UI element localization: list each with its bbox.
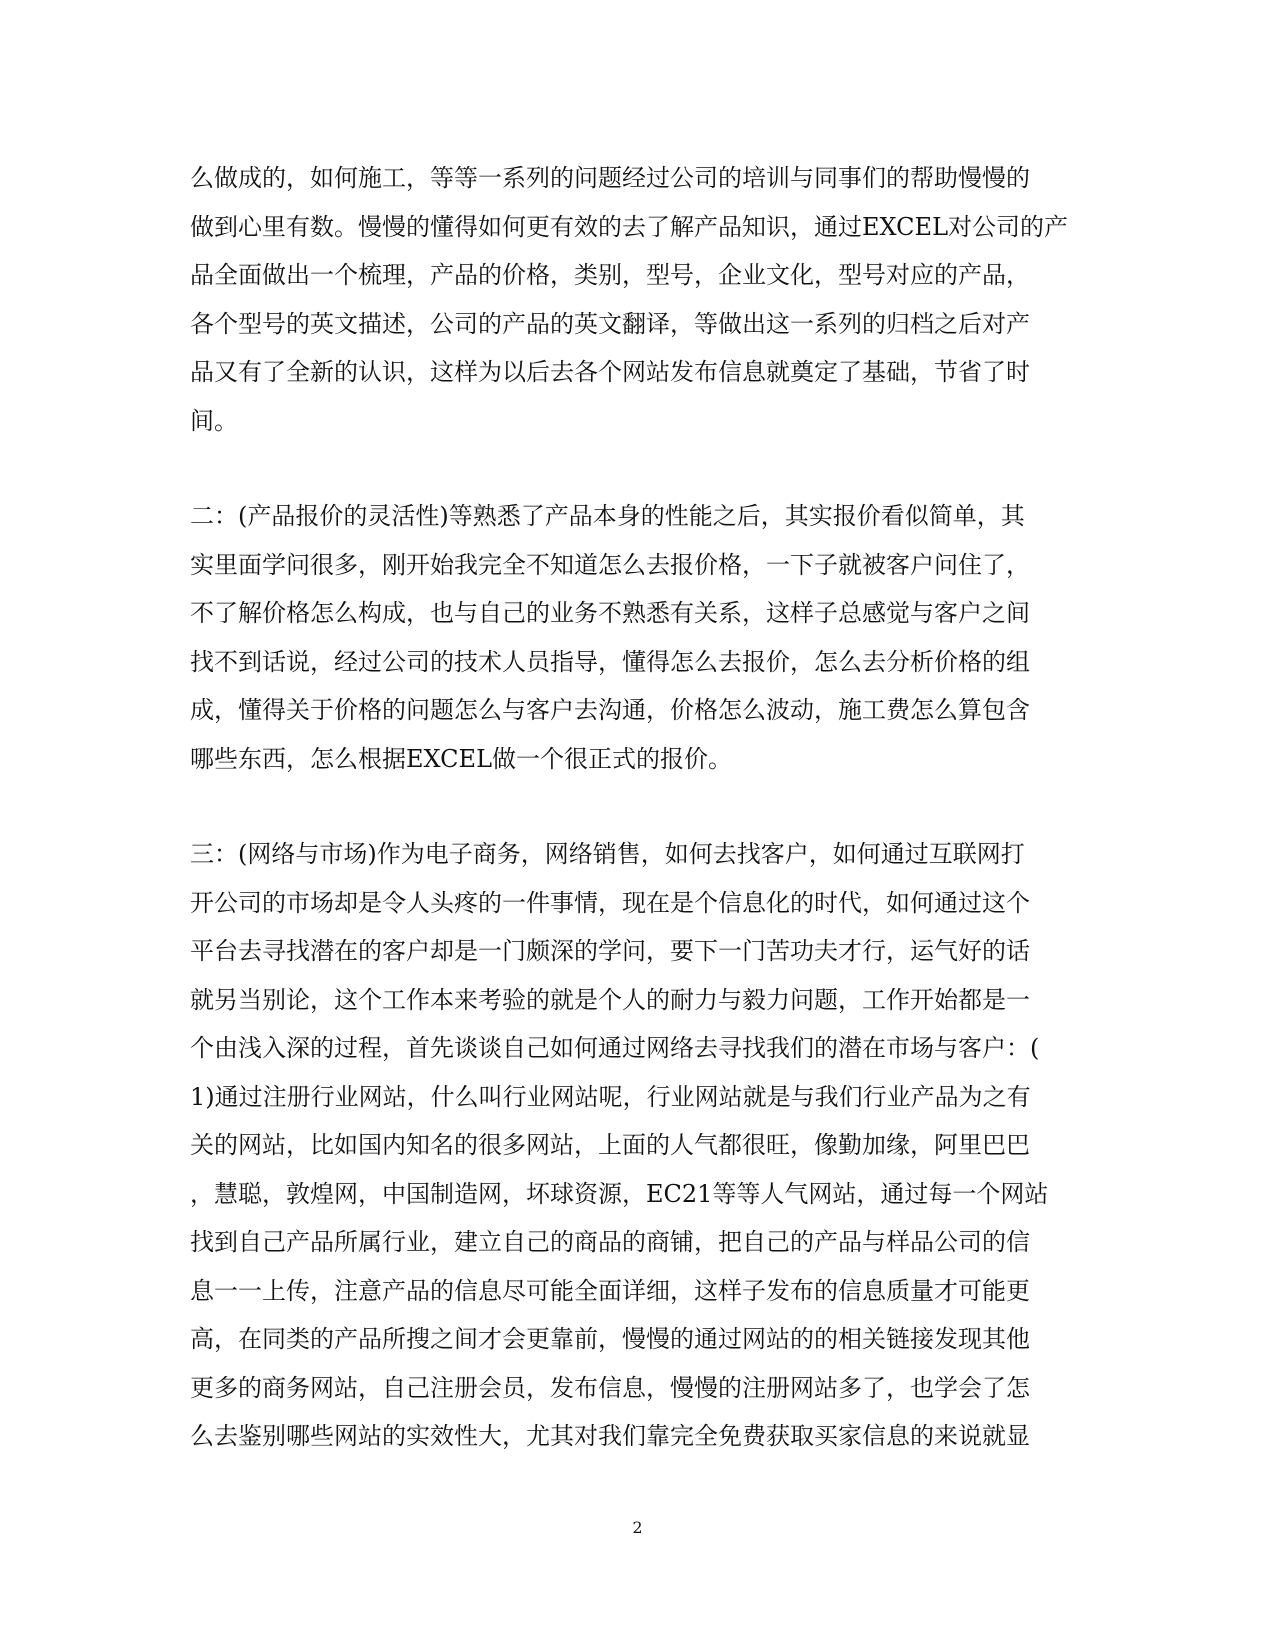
text-line: 个由浅入深的过程，首先谈谈自己如何通过网络去寻找我们的潜在市场与客户：( — [190, 1034, 1040, 1062]
text-line: 平台去寻找潜在的客户却是一门颇深的学问，要下一门苦功夫才行，运气好的话 — [190, 937, 1030, 965]
text-line: 么做成的，如何施工，等等一系列的问题经过公司的培训与同事们的帮助慢慢的 — [190, 164, 1030, 192]
text-line: 高，在同类的产品所搜之间才会更靠前，慢慢的通过网站的的相关链接发现其他 — [190, 1325, 1030, 1353]
text-line: 找不到话说，经过公司的技术人员指导，懂得怎么去报价，怎么去分析价格的组 — [190, 647, 1030, 676]
text-line: 哪些东西，怎么根据EXCEL做一个很正式的报价。 — [190, 744, 733, 773]
text-line: 找到自己产品所属行业，建立自己的商品的商铺，把自己的产品与样品公司的信 — [190, 1228, 1030, 1256]
paragraph-pricing-flexibility — [190, 492, 1070, 783]
text-line: 更多的商务网站，自己注册会员，发布信息，慢慢的注册网站多了，也学会了怎 — [190, 1373, 1030, 1402]
text-line: 间。 — [190, 406, 238, 435]
text-line: 做到心里有数。慢慢的懂得如何更有效的去了解产品知识，通过EXCEL对公司的产 — [190, 212, 1069, 241]
paragraph-spacer — [190, 445, 1070, 492]
text-line: 三：(网络与市场)作为电子商务，网络销售，如何去找客户，如何通过互联网打 — [190, 840, 1025, 868]
text-line: 各个型号的英文描述，公司的产品的英文翻译，等做出这一系列的归档之后对产 — [190, 309, 1030, 338]
text-line: 品又有了全新的认识，这样为以后去各个网站发布信息就奠定了基础，节省了时 — [190, 358, 1030, 386]
text-line: 实里面学问很多，刚开始我完全不知道怎么去报价格，一下子就被客户问住了， — [190, 550, 1030, 579]
text-line: 二：(产品报价的灵活性)等熟悉了产品本身的性能之后，其实报价看似简单，其 — [190, 502, 1025, 530]
text-line: 不了解价格怎么构成，也与自己的业务不熟悉有关系，这样子总感觉与客户之间 — [190, 599, 1030, 627]
text-line: 就另当别论，这个工作本来考验的就是个人的耐力与毅力问题，工作开始都是一 — [190, 985, 1030, 1014]
paragraph-spacer — [190, 783, 1070, 830]
paragraph-network-and-market — [190, 830, 1070, 1461]
page-number: 2 — [632, 1518, 643, 1537]
text-line: 关的网站，比如国内知名的很多网站，上面的人气都很旺，像勤加缘，阿里巴巴 — [190, 1131, 1030, 1159]
text-line: 开公司的市场却是令人头疼的一件事情，现在是个信息化的时代，如何通过这个 — [190, 888, 1030, 917]
paragraph-product-knowledge — [190, 154, 1070, 445]
text-line: 品全面做出一个梳理，产品的价格，类别，型号，企业文化，型号对应的产品， — [190, 261, 1030, 289]
text-line: 成，懂得关于价格的问题怎么与客户去沟通，价格怎么波动，施工费怎么算包含 — [190, 696, 1030, 724]
text-line: 息一一上传，注意产品的信息尽可能全面详细，这样子发布的信息质量才可能更 — [190, 1276, 1030, 1305]
document-body — [190, 154, 1070, 1461]
text-line: 么去鉴别哪些网站的实效性大，尤其对我们靠完全免费获取买家信息的来说就显 — [190, 1422, 1030, 1450]
text-line: ，慧聪，敦煌网，中国制造网，坏球资源，EC21等等人气网站，通过每一个网站 — [190, 1179, 1049, 1208]
text-line: 1)通过注册行业网站，什么叫行业网站呢，行业网站就是与我们行业产品为之有 — [190, 1082, 1031, 1111]
